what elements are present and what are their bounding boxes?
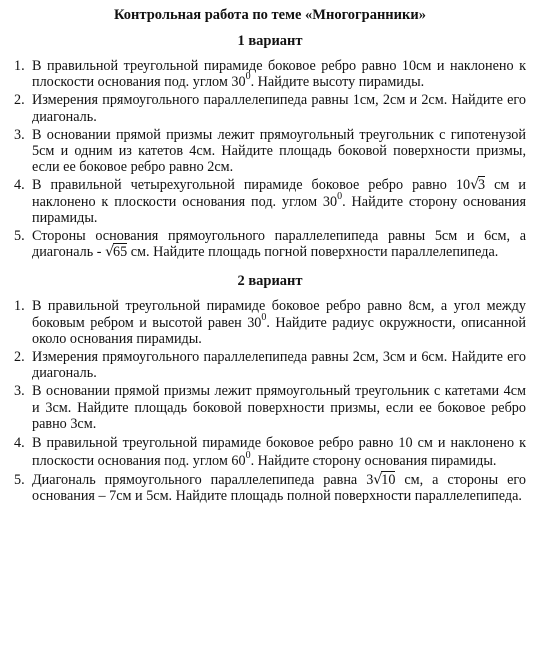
task-text: Измерения прямоугольного параллелепипеда равны 2см, 3см и 6см. Найдите его диагональ. xyxy=(32,349,526,382)
task-text: В правильной треугольной пирамиде боковое ребро равно 10 см и наклонено к плоскости основания под. углом 60 xyxy=(32,435,526,470)
variant-1-task-3 xyxy=(14,127,526,176)
variant-2-task-list xyxy=(14,298,526,504)
task-text-end: . Найдите высоту пирамиды. xyxy=(250,74,425,91)
radicand: 10 xyxy=(381,472,396,489)
task-text-end: . Найдите радиус окружности, описанной около основания пирамиды. xyxy=(32,314,526,347)
task-text: В основании прямой призмы лежит прямоугольный треугольник с катетами 4см и 3см. Найдите площадь боковой поверхности призмы, если ее боковое ребро равно 3см. xyxy=(32,383,526,432)
degree-superscript: 0 xyxy=(245,71,251,83)
radicand: 65 xyxy=(112,244,128,261)
document-title: Контрольная работа по теме «Многогранники» xyxy=(114,7,426,23)
task-text-end: см, а стороны его основания – 7см и 5см. Найдите площадь полной поверхности параллелепипеда. xyxy=(32,472,526,505)
variant-1-task-1 xyxy=(14,58,526,90)
task-text-end: . Найдите сторону основания пирамиды. xyxy=(250,453,497,470)
task-text: В правильной треугольной пирамиде боковое ребро равно 10см и наклонено к плоскости основания под. углом 30 xyxy=(32,58,526,91)
task-text-end: см. Найдите площадь погной поверхности параллелепипеда. xyxy=(127,244,499,261)
task-number: 2. xyxy=(14,349,25,366)
variant-1-task-2 xyxy=(14,92,526,124)
task-number: 4. xyxy=(14,435,25,452)
task-number: 5. xyxy=(14,228,25,245)
variant-1-task-4 xyxy=(14,177,526,226)
variant-2-heading: 2 вариант xyxy=(237,273,303,290)
task-number: 5. xyxy=(14,472,25,489)
square-root xyxy=(470,177,485,193)
degree-superscript: 0 xyxy=(245,450,251,462)
square-root xyxy=(373,472,395,488)
variant-2-task-1 xyxy=(14,298,526,347)
task-number: 4. xyxy=(14,177,25,194)
variant-2-task-3 xyxy=(14,383,526,432)
radical-sign-icon: √ xyxy=(373,472,383,489)
task-text: Диагональ прямоугольного параллелепипеда равна 3 xyxy=(32,472,374,489)
degree-superscript: 0 xyxy=(337,190,343,202)
radicand: 3 xyxy=(478,177,486,194)
task-number: 2. xyxy=(14,92,25,109)
task-text: В правильной треугольной пирамиде боковое ребро равно 8см, а угол между боковым ребром и высотой равен 30 xyxy=(32,298,526,331)
task-text: Измерения прямоугольного параллелепипеда равны 1см, 2см и 2см. Найдите его диагональ. xyxy=(32,92,526,125)
task-number: 1. xyxy=(14,298,25,315)
variant-1-task-5 xyxy=(14,228,526,260)
radical-sign-icon: √ xyxy=(105,244,114,261)
task-number: 3. xyxy=(14,126,25,143)
variant-2-task-5 xyxy=(14,472,526,504)
task-text: В правильной четырехугольной пирамиде боковое ребро равно 10 xyxy=(32,177,471,194)
square-root xyxy=(105,244,127,260)
variant-2-task-2 xyxy=(14,349,526,381)
task-text-end: . Найдите сторону основания пирамиды. xyxy=(32,193,526,226)
task-text: Стороны основания прямоугольного параллелепипеда равны 5см и 6см, а диагональ - xyxy=(32,228,526,261)
variant-1-heading: 1 вариант xyxy=(237,33,303,49)
task-text: В основании прямой призмы лежит прямоугольный треугольник с гипотенузой 5см и одним из катетов 4см. Найдите площадь боковой поверхности призмы, если ее боковое ребро равно 2см. xyxy=(32,126,526,176)
task-number: 1. xyxy=(14,58,25,74)
task-text-middle: см и наклонено к плоскости основания под. углом 30 xyxy=(32,177,526,210)
degree-superscript: 0 xyxy=(261,311,267,323)
task-number: 3. xyxy=(14,383,25,400)
radical-sign-icon: √ xyxy=(470,177,479,194)
variant-1-task-list xyxy=(14,58,526,260)
variant-2-task-4 xyxy=(14,434,526,470)
